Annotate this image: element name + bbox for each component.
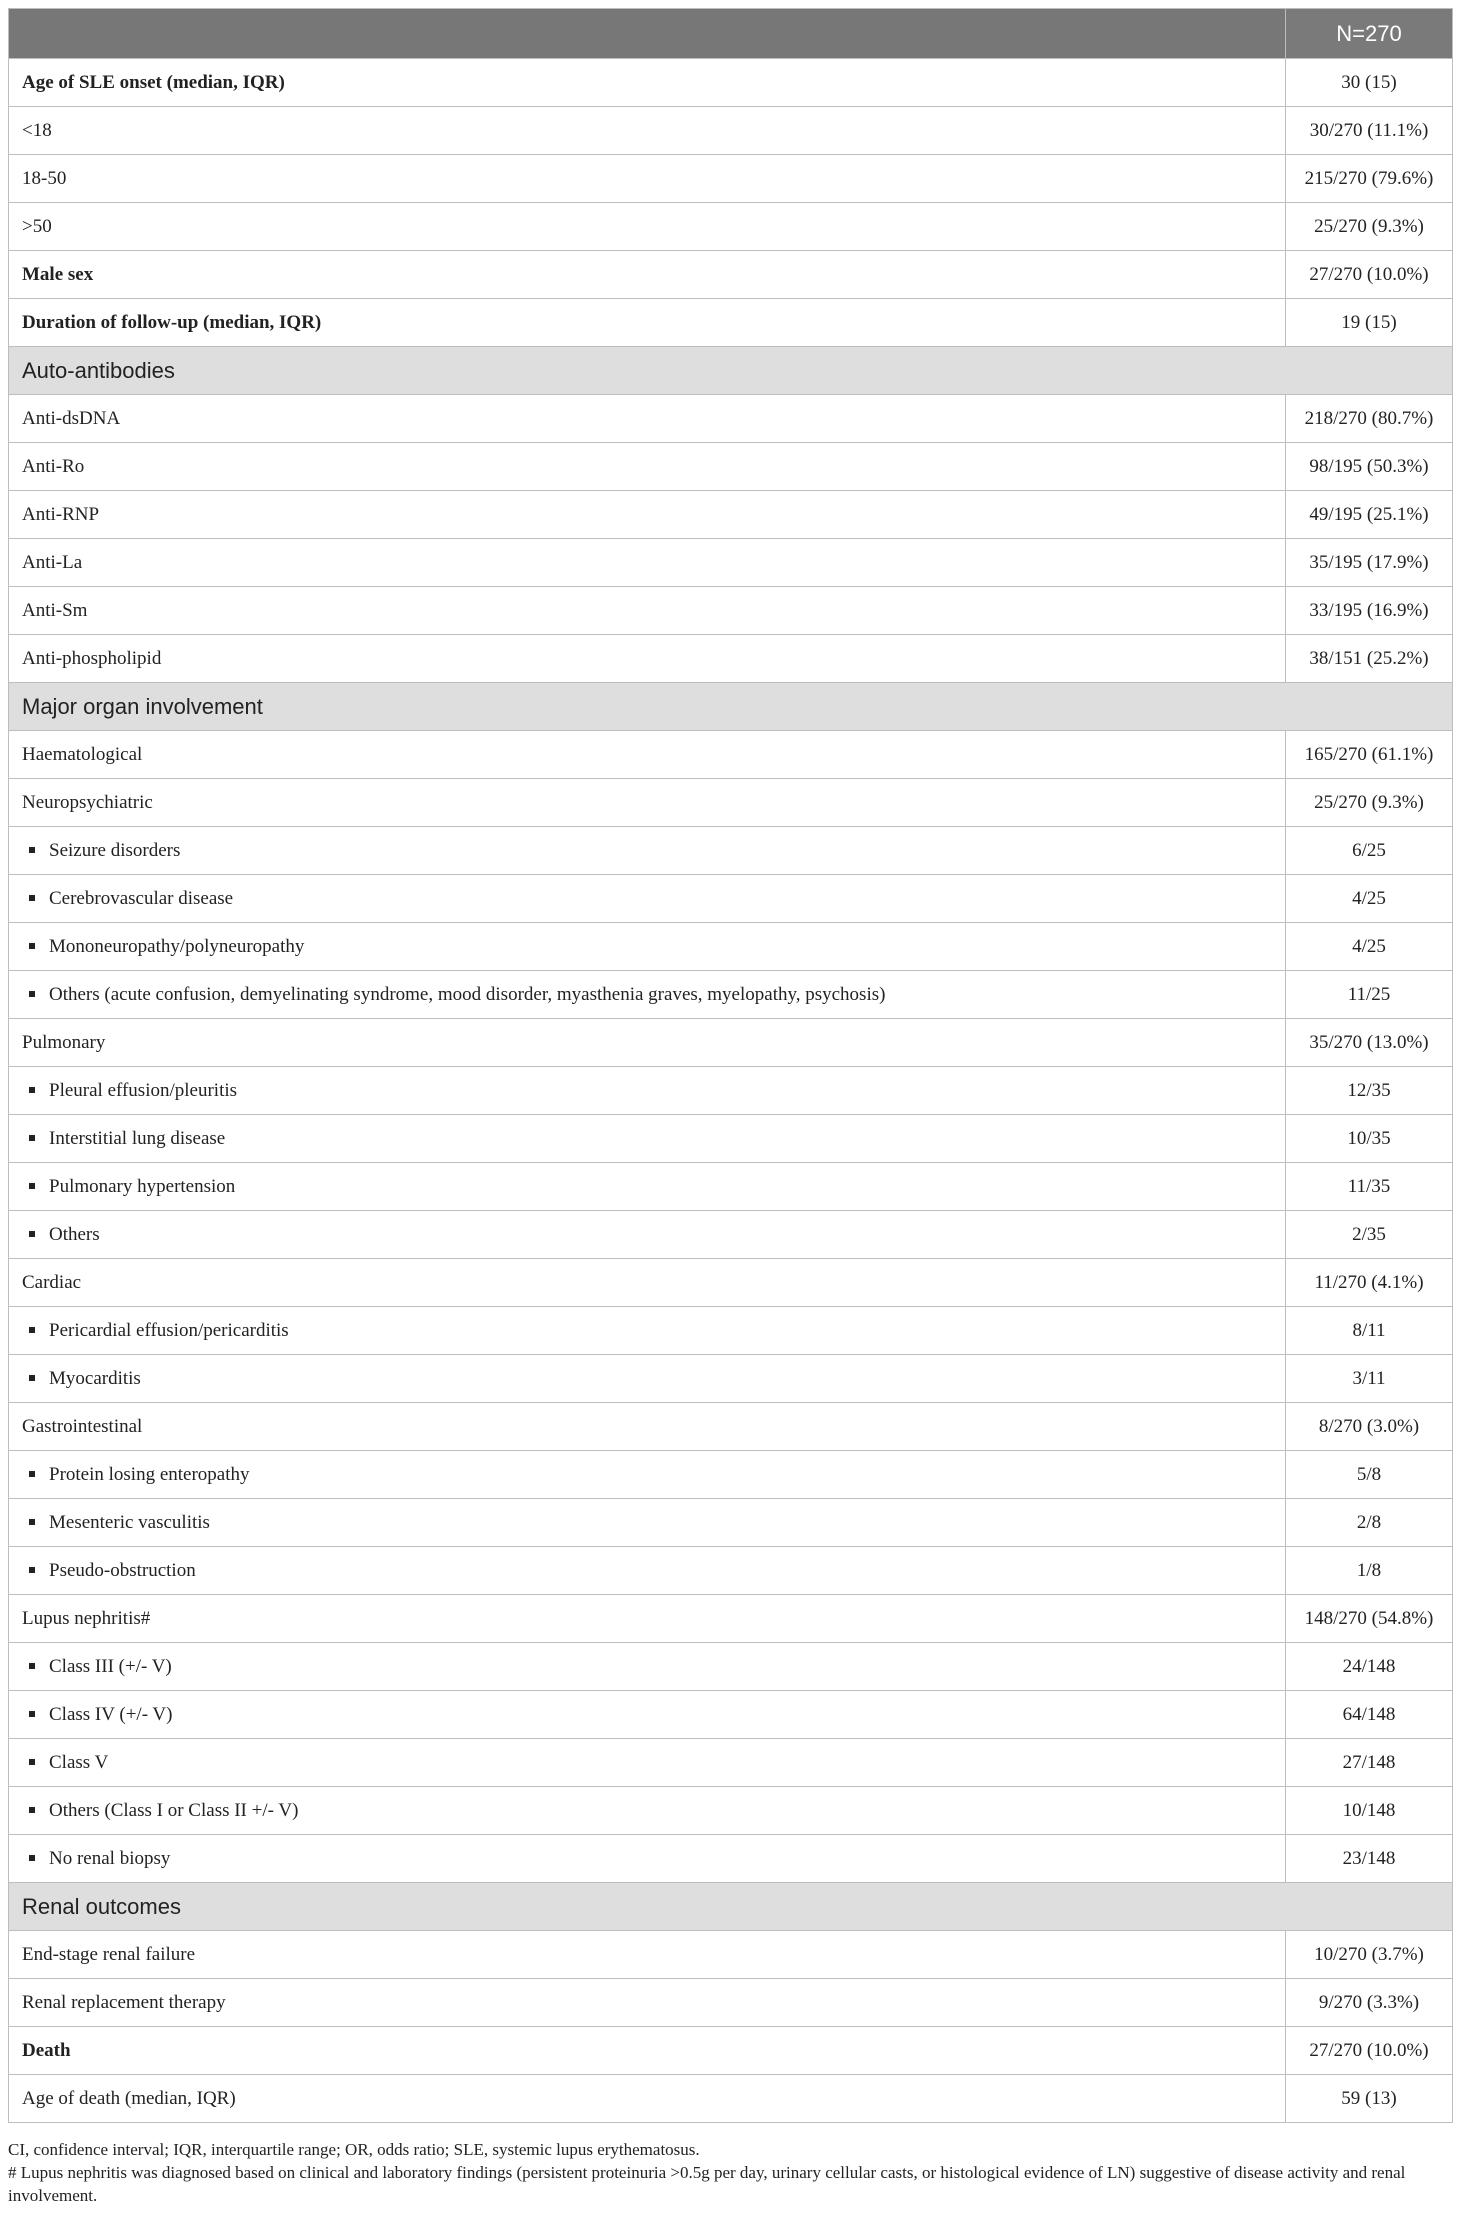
bullet-icon xyxy=(29,1087,35,1093)
value-cell: 38/151 (25.2%) xyxy=(1286,635,1453,683)
row-label-text: Others (Class I or Class II +/- V) xyxy=(49,1799,299,1821)
section-header-row xyxy=(9,347,1453,395)
table-footnotes xyxy=(8,2138,1452,2207)
row-label-text: Gastrointestinal xyxy=(22,1415,143,1437)
subcategory-label-cell xyxy=(9,1355,1286,1403)
characteristic-label-cell xyxy=(9,203,1286,251)
table-header-row xyxy=(9,9,1453,59)
row-label-text: Class III (+/- V) xyxy=(49,1655,172,1677)
value-cell: 8/270 (3.0%) xyxy=(1286,1403,1453,1451)
value-cell: 165/270 (61.1%) xyxy=(1286,731,1453,779)
table-subrow xyxy=(9,1691,1453,1739)
table-subrow xyxy=(9,1835,1453,1883)
table-subrow xyxy=(9,1451,1453,1499)
characteristic-label-cell xyxy=(9,491,1286,539)
characteristic-label-cell xyxy=(9,587,1286,635)
row-label-text: Pleural effusion/pleuritis xyxy=(49,1079,238,1101)
section-title: Major organ involvement xyxy=(9,683,1453,731)
table-subrow xyxy=(9,1547,1453,1595)
value-cell: 25/270 (9.3%) xyxy=(1286,203,1453,251)
row-label-text: Class V xyxy=(49,1751,109,1773)
table-row xyxy=(9,251,1453,299)
subcategory-label-cell xyxy=(9,1787,1286,1835)
value-cell: 5/8 xyxy=(1286,1451,1453,1499)
row-label-text: Myocarditis xyxy=(49,1367,141,1389)
row-label-text: Age of death (median, IQR) xyxy=(22,2087,236,2109)
table-subrow xyxy=(9,1067,1453,1115)
value-cell: 215/270 (79.6%) xyxy=(1286,155,1453,203)
value-cell: 2/8 xyxy=(1286,1499,1453,1547)
subcategory-label-cell xyxy=(9,875,1286,923)
row-label-text: Haematological xyxy=(22,743,143,765)
value-cell: 27/148 xyxy=(1286,1739,1453,1787)
bullet-icon xyxy=(29,895,35,901)
subcategory-label-cell xyxy=(9,1307,1286,1355)
table-row xyxy=(9,2075,1453,2123)
value-cell: 12/35 xyxy=(1286,1067,1453,1115)
row-label-text: Death xyxy=(22,2039,71,2061)
row-label-text: Duration of follow-up (median, IQR) xyxy=(22,311,322,333)
characteristic-label-cell xyxy=(9,251,1286,299)
table-row xyxy=(9,59,1453,107)
value-cell: 10/270 (3.7%) xyxy=(1286,1931,1453,1979)
characteristics-table xyxy=(8,8,1453,2123)
table-row xyxy=(9,491,1453,539)
table-row xyxy=(9,107,1453,155)
table-row xyxy=(9,1595,1453,1643)
table-row xyxy=(9,1403,1453,1451)
table-subrow xyxy=(9,923,1453,971)
row-label-text: Pericardial effusion/pericarditis xyxy=(49,1319,289,1341)
row-label-text: Seizure disorders xyxy=(49,839,181,861)
value-cell: 4/25 xyxy=(1286,923,1453,971)
bullet-icon xyxy=(29,1135,35,1141)
characteristic-label-cell xyxy=(9,1259,1286,1307)
characteristic-label-cell xyxy=(9,635,1286,683)
characteristic-label-cell xyxy=(9,539,1286,587)
table-subrow xyxy=(9,1499,1453,1547)
characteristic-label-cell xyxy=(9,1595,1286,1643)
bullet-icon xyxy=(29,1855,35,1861)
table-subrow xyxy=(9,827,1453,875)
bullet-icon xyxy=(29,1375,35,1381)
row-label-text: Anti-dsDNA xyxy=(22,407,121,429)
bullet-icon xyxy=(29,847,35,853)
row-label-text: Lupus nephritis# xyxy=(22,1607,151,1629)
subcategory-label-cell xyxy=(9,1643,1286,1691)
characteristic-label-cell xyxy=(9,443,1286,491)
row-label-text: Protein losing enteropathy xyxy=(49,1463,250,1485)
table-row xyxy=(9,203,1453,251)
table-row xyxy=(9,1979,1453,2027)
table-row xyxy=(9,395,1453,443)
row-label-text: Others (acute confusion, demyelinating syndrome, mood disorder, myasthenia graves, myelopathy, psychosis) xyxy=(49,983,886,1005)
value-cell: 27/270 (10.0%) xyxy=(1286,2027,1453,2075)
section-header-row xyxy=(9,1883,1453,1931)
row-label-text: Others xyxy=(49,1223,100,1245)
value-cell: 25/270 (9.3%) xyxy=(1286,779,1453,827)
subcategory-label-cell xyxy=(9,1115,1286,1163)
header-n-cell: N=270 xyxy=(1286,9,1453,59)
bullet-icon xyxy=(29,1807,35,1813)
table-row xyxy=(9,635,1453,683)
section-title: Auto-antibodies xyxy=(9,347,1453,395)
bullet-icon xyxy=(29,1759,35,1765)
row-label-text: Neuropsychiatric xyxy=(22,791,153,813)
value-cell: 3/11 xyxy=(1286,1355,1453,1403)
table-row xyxy=(9,1019,1453,1067)
table-subrow xyxy=(9,1163,1453,1211)
value-cell: 8/11 xyxy=(1286,1307,1453,1355)
bullet-icon xyxy=(29,1231,35,1237)
bullet-icon xyxy=(29,943,35,949)
bullet-icon xyxy=(29,1471,35,1477)
row-label-text: Pulmonary hypertension xyxy=(49,1175,236,1197)
row-label-text: Anti-Sm xyxy=(22,599,88,621)
table-row xyxy=(9,779,1453,827)
row-label-text: Mononeuropathy/polyneuropathy xyxy=(49,935,305,957)
footnote-lupus-nephritis: # Lupus nephritis was diagnosed based on clinical and laboratory findings (persistent proteinuria >0.5g per day, urinary cellular casts, or histological evidence of LN) suggestive of disease activity and renal involvement. xyxy=(8,2163,1406,2205)
value-cell: 10/35 xyxy=(1286,1115,1453,1163)
value-cell: 11/25 xyxy=(1286,971,1453,1019)
subcategory-label-cell xyxy=(9,1067,1286,1115)
bullet-icon xyxy=(29,1567,35,1573)
value-cell: 11/270 (4.1%) xyxy=(1286,1259,1453,1307)
row-label-text: Cerebrovascular disease xyxy=(49,887,234,909)
characteristic-label-cell xyxy=(9,155,1286,203)
value-cell: 10/148 xyxy=(1286,1787,1453,1835)
bullet-icon xyxy=(29,1327,35,1333)
value-cell: 23/148 xyxy=(1286,1835,1453,1883)
footnote-abbreviations: CI, confidence interval; IQR, interquartile range; OR, odds ratio; SLE, systemic lupus erythematosus. xyxy=(8,2140,700,2159)
row-label-text: Cardiac xyxy=(22,1271,82,1293)
row-label-text: <18 xyxy=(22,119,52,141)
row-label-text: Renal replacement therapy xyxy=(22,1991,226,2013)
subcategory-label-cell xyxy=(9,971,1286,1019)
subcategory-label-cell xyxy=(9,1163,1286,1211)
table-subrow xyxy=(9,1643,1453,1691)
row-label-text: Interstitial lung disease xyxy=(49,1127,226,1149)
characteristic-label-cell xyxy=(9,731,1286,779)
row-label-text: End-stage renal failure xyxy=(22,1943,196,1965)
value-cell: 33/195 (16.9%) xyxy=(1286,587,1453,635)
value-cell: 49/195 (25.1%) xyxy=(1286,491,1453,539)
row-label-text: Anti-Ro xyxy=(22,455,85,477)
value-cell: 148/270 (54.8%) xyxy=(1286,1595,1453,1643)
characteristic-label-cell xyxy=(9,299,1286,347)
value-cell: 30/270 (11.1%) xyxy=(1286,107,1453,155)
characteristic-label-cell xyxy=(9,1979,1286,2027)
value-cell: 27/270 (10.0%) xyxy=(1286,251,1453,299)
characteristic-label-cell xyxy=(9,59,1286,107)
row-label-text: Anti-RNP xyxy=(22,503,100,525)
value-cell: 9/270 (3.3%) xyxy=(1286,1979,1453,2027)
bullet-icon xyxy=(29,1519,35,1525)
subcategory-label-cell xyxy=(9,827,1286,875)
table-subrow xyxy=(9,1355,1453,1403)
subcategory-label-cell xyxy=(9,1451,1286,1499)
subcategory-label-cell xyxy=(9,1691,1286,1739)
row-label-text: Male sex xyxy=(22,263,94,285)
table-row xyxy=(9,2027,1453,2075)
row-label-text: No renal biopsy xyxy=(49,1847,171,1869)
row-label-text: Mesenteric vasculitis xyxy=(49,1511,210,1533)
characteristic-label-cell xyxy=(9,2075,1286,2123)
table-subrow xyxy=(9,1739,1453,1787)
characteristic-label-cell xyxy=(9,1931,1286,1979)
subcategory-label-cell xyxy=(9,1211,1286,1259)
bullet-icon xyxy=(29,1663,35,1669)
bullet-icon xyxy=(29,1183,35,1189)
value-cell: 4/25 xyxy=(1286,875,1453,923)
value-cell: 24/148 xyxy=(1286,1643,1453,1691)
value-cell: 11/35 xyxy=(1286,1163,1453,1211)
value-cell: 218/270 (80.7%) xyxy=(1286,395,1453,443)
subcategory-label-cell xyxy=(9,1547,1286,1595)
subcategory-label-cell xyxy=(9,923,1286,971)
table-row xyxy=(9,1931,1453,1979)
row-label-text: Age of SLE onset (median, IQR) xyxy=(22,71,285,93)
table-container xyxy=(8,8,1452,2123)
table-row xyxy=(9,299,1453,347)
header-label-cell xyxy=(9,9,1286,59)
table-row xyxy=(9,443,1453,491)
value-cell: 35/270 (13.0%) xyxy=(1286,1019,1453,1067)
value-cell: 98/195 (50.3%) xyxy=(1286,443,1453,491)
value-cell: 19 (15) xyxy=(1286,299,1453,347)
table-row xyxy=(9,539,1453,587)
value-cell: 1/8 xyxy=(1286,1547,1453,1595)
value-cell: 59 (13) xyxy=(1286,2075,1453,2123)
characteristic-label-cell xyxy=(9,1019,1286,1067)
table-subrow xyxy=(9,1211,1453,1259)
table-subrow xyxy=(9,1787,1453,1835)
table-subrow xyxy=(9,971,1453,1019)
value-cell: 2/35 xyxy=(1286,1211,1453,1259)
row-label-text: Anti-phospholipid xyxy=(22,647,162,669)
bullet-icon xyxy=(29,991,35,997)
value-cell: 35/195 (17.9%) xyxy=(1286,539,1453,587)
row-label-text: >50 xyxy=(22,215,52,237)
value-cell: 64/148 xyxy=(1286,1691,1453,1739)
row-label-text: 18-50 xyxy=(22,167,67,189)
table-row xyxy=(9,587,1453,635)
characteristic-label-cell xyxy=(9,395,1286,443)
subcategory-label-cell xyxy=(9,1739,1286,1787)
row-label-text: Anti-La xyxy=(22,551,83,573)
table-row xyxy=(9,731,1453,779)
subcategory-label-cell xyxy=(9,1499,1286,1547)
section-title: Renal outcomes xyxy=(9,1883,1453,1931)
characteristic-label-cell xyxy=(9,779,1286,827)
table-row xyxy=(9,155,1453,203)
value-cell: 30 (15) xyxy=(1286,59,1453,107)
row-label-text: Class IV (+/- V) xyxy=(49,1703,173,1725)
characteristic-label-cell xyxy=(9,1403,1286,1451)
value-cell: 6/25 xyxy=(1286,827,1453,875)
section-header-row xyxy=(9,683,1453,731)
subcategory-label-cell xyxy=(9,1835,1286,1883)
table-subrow xyxy=(9,875,1453,923)
table-body xyxy=(9,59,1453,2123)
row-label-text: Pseudo-obstruction xyxy=(49,1559,196,1581)
characteristic-label-cell xyxy=(9,107,1286,155)
bullet-icon xyxy=(29,1711,35,1717)
table-subrow xyxy=(9,1115,1453,1163)
table-row xyxy=(9,1259,1453,1307)
table-subrow xyxy=(9,1307,1453,1355)
characteristic-label-cell xyxy=(9,2027,1286,2075)
row-label-text: Pulmonary xyxy=(22,1031,106,1053)
